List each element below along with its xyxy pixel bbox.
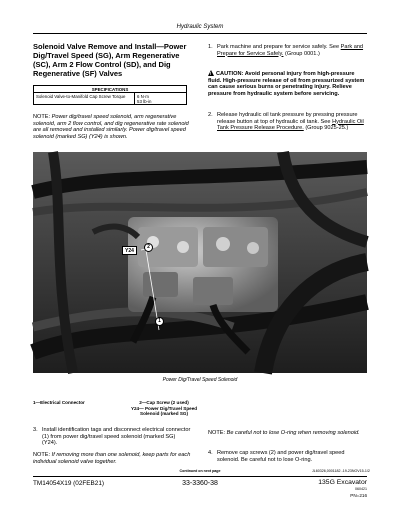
note-label: NOTE: bbox=[33, 452, 51, 458]
caution-text: Avoid personal injury from high-pressure fluid. High-pressure release of oil from pressurized system can cause serious burns or penetrating injury. Relieve pressure from hydraulic system before servicing. bbox=[208, 71, 365, 97]
link-pressure-release-procedure[interactable]: Hydraulic Oil Tank Pressure Release Procedure. bbox=[217, 118, 364, 132]
note-label: NOTE: bbox=[33, 114, 51, 120]
legend-item-2c: Solenoid (marked SG) bbox=[140, 411, 188, 417]
header-rule bbox=[33, 33, 367, 34]
step-number: 2. bbox=[208, 112, 213, 118]
callout-2: 2 bbox=[144, 243, 153, 252]
spec-value-imperial: 53 lb-in bbox=[137, 98, 152, 104]
spec-value bbox=[135, 93, 187, 105]
specifications-table bbox=[33, 85, 187, 105]
step-text bbox=[217, 112, 367, 132]
spec-item: Solenoid Valve-to-Manifold Cap Screw Torque bbox=[34, 93, 135, 105]
callout-y24: Y24 bbox=[122, 246, 137, 255]
note-text: Power dig/travel speed solenoid, arm regenerative solenoid, arm 2 flow control, and dig regenerative rate solenoid are all removed and installed similarly. Power dig/travel speed solenoid (marked SG) (Y24) is shown. bbox=[33, 114, 189, 140]
step-number: 1. bbox=[208, 44, 213, 50]
step-3-text: Install identification tags and disconnect electrical connector (1) from power dig/travel speed solenoid (marked SG) (Y24). bbox=[42, 427, 191, 447]
note-text: Be careful not to lose O-ring when removing solenoid. bbox=[226, 430, 360, 436]
photo-id-code: TX1293864 —UN—17MAY21 bbox=[389, 443, 393, 488]
footer-model-sub: 060421 bbox=[355, 487, 367, 491]
step-1-text: Park machine and prepare for service safely. See bbox=[217, 44, 340, 50]
warning-triangle-icon bbox=[208, 70, 214, 76]
continued-notice: Continued on next page bbox=[179, 469, 221, 473]
footer-rule bbox=[33, 476, 367, 477]
spec-value-metric: 6 N·m bbox=[137, 93, 149, 99]
step-4-text: Remove cap screws (2) and power dig/travel speed solenoid. Be careful not to lose O-ring. bbox=[217, 450, 345, 463]
note-left bbox=[33, 452, 193, 465]
step-number: 3. bbox=[33, 427, 38, 433]
step-1-tail: (Group 0001.) bbox=[285, 50, 320, 57]
spec-heading: SPECIFICATIONS bbox=[34, 86, 187, 93]
note-label: NOTE: bbox=[208, 430, 226, 436]
note-text: If removing more than one solenoid, keep parts for each individual solenoid valve together. bbox=[33, 452, 191, 465]
solenoid-photo-illustration bbox=[33, 152, 367, 373]
footer-page-id: PN=216 bbox=[350, 493, 367, 498]
step-2-tail: (Group 9025-25.) bbox=[305, 125, 349, 132]
step-text bbox=[217, 44, 367, 57]
caution-label: CAUTION: bbox=[216, 71, 244, 77]
section-header: Hydraulic System bbox=[176, 24, 224, 30]
legend-item-1: 1—Electrical Connector bbox=[33, 400, 85, 405]
page-title: Solenoid Valve Remove and Install—Power Dig/Travel Speed (SG), Arm Regenerative (SC), Arm 2 Flow Control (SD), and Dig Regenerative (SF) Valves bbox=[33, 42, 187, 78]
link-park-and-prepare[interactable]: Park and Prepare for Service Safely. bbox=[217, 44, 364, 57]
legend-item-2a: 2—Cap Screw (2 used) bbox=[139, 400, 189, 405]
callout-1: 1 bbox=[155, 317, 164, 326]
footer-model: 135G Excavator bbox=[318, 479, 367, 486]
spec-row bbox=[34, 93, 187, 105]
legend-item-2b: Y24— Power Dig/Travel Speed bbox=[130, 405, 198, 411]
footer-doc-number: TM14054X19 (02FEB21) bbox=[33, 480, 105, 487]
step-number: 4. bbox=[208, 450, 213, 456]
legend-item-2 bbox=[114, 400, 214, 417]
note-top bbox=[33, 114, 193, 140]
caution-block bbox=[208, 70, 368, 97]
step-2-text: Release hydraulic oil tank pressure by pressing pressure release button at top of hydraulic oil tank. See bbox=[217, 112, 358, 125]
footer-page-number: 33-3360-38 bbox=[182, 480, 218, 487]
continued-code: JL60326,0001182 -19-23NOV15-1/2 bbox=[312, 469, 370, 473]
figure-caption: Power Dig/Travel Speed Solenoid bbox=[162, 377, 238, 383]
note-right bbox=[208, 430, 368, 437]
